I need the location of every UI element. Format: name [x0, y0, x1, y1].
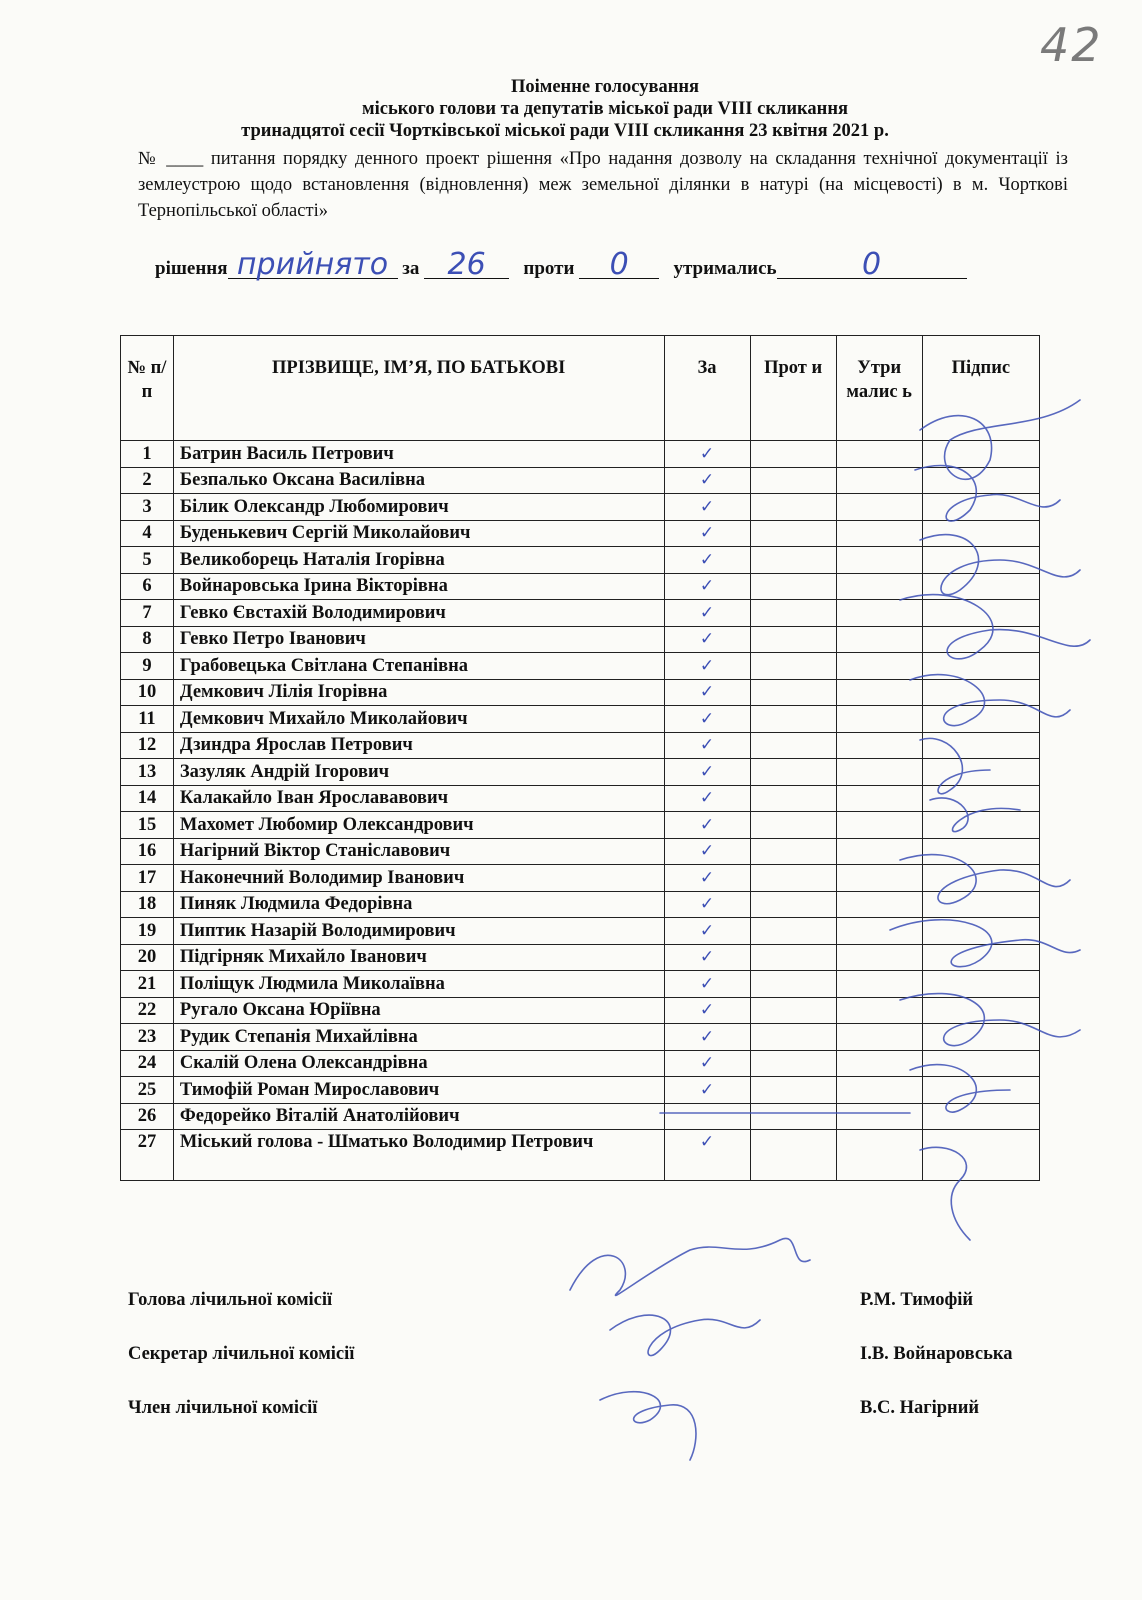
vote-against — [750, 944, 836, 971]
signature-cell — [922, 494, 1039, 521]
row-name: Безпалько Оксана Василівна — [173, 467, 664, 494]
row-number: 16 — [121, 838, 174, 865]
vote-for: ✓ — [664, 891, 750, 918]
vote-abstain — [836, 865, 922, 892]
row-name: Нагірний Віктор Станіславович — [173, 838, 664, 865]
vote-for: ✓ — [664, 573, 750, 600]
table-row — [121, 1050, 1040, 1077]
vote-for: ✓ — [664, 653, 750, 680]
row-name: Наконечний Володимир Іванович — [173, 865, 664, 892]
vote-for: ✓ — [664, 706, 750, 733]
vote-abstain — [836, 494, 922, 521]
vote-against — [750, 1130, 836, 1181]
signature-cell — [922, 918, 1039, 945]
signature-cell — [922, 838, 1039, 865]
row-name: Демкович Михайло Миколайович — [173, 706, 664, 733]
row-number: 8 — [121, 626, 174, 653]
col-abstain: Утри малис ь — [836, 336, 922, 441]
signature-cell — [922, 759, 1039, 786]
vote-abstain — [836, 971, 922, 998]
vote-for: ✓ — [664, 865, 750, 892]
row-name: Зазуляк Андрій Ігорович — [173, 759, 664, 786]
table-row — [121, 1103, 1040, 1130]
table-row — [121, 732, 1040, 759]
vote-against — [750, 547, 836, 574]
signature-cell — [922, 706, 1039, 733]
signature-cell — [922, 1077, 1039, 1104]
row-number: 2 — [121, 467, 174, 494]
vote-for: ✓ — [664, 600, 750, 627]
commission-role-1: Голова лічильної комісії — [128, 1290, 333, 1310]
row-name: Підгірняк Михайло Іванович — [173, 944, 664, 971]
table-row — [121, 653, 1040, 680]
vote-against — [750, 441, 836, 468]
row-number: 1 — [121, 441, 174, 468]
table-row — [121, 679, 1040, 706]
row-name: Батрин Василь Петрович — [173, 441, 664, 468]
vote-against — [750, 679, 836, 706]
vote-for: ✓ — [664, 838, 750, 865]
table-row — [121, 467, 1040, 494]
vote-against — [750, 1077, 836, 1104]
signature-cell — [922, 812, 1039, 839]
col-name: ПРІЗВИЩЕ, ІМ’Я, ПО БАТЬКОВІ — [173, 336, 664, 441]
table-row — [121, 759, 1040, 786]
row-name: Гевко Євстахій Володимирович — [173, 600, 664, 627]
vote-for: ✓ — [664, 944, 750, 971]
row-name: Махомет Любомир Олександрович — [173, 812, 664, 839]
vote-abstain — [836, 441, 922, 468]
page-number: 42 — [1040, 18, 1103, 72]
row-name: Демкович Лілія Ігорівна — [173, 679, 664, 706]
vote-for: ✓ — [664, 1130, 750, 1181]
vote-for: ✓ — [664, 1050, 750, 1077]
vote-for: ✓ — [664, 547, 750, 574]
session-line: тринадцятої сесії Чортківської міської ради VIII скликання 23 квітня 2021 р. — [241, 121, 889, 141]
vote-abstain — [836, 1050, 922, 1077]
row-number: 15 — [121, 812, 174, 839]
signature-cell — [922, 785, 1039, 812]
commission-signature-3 — [600, 1392, 696, 1460]
row-name: Скалій Олена Олександрівна — [173, 1050, 664, 1077]
signature-cell — [922, 1024, 1039, 1051]
signature-cell — [922, 944, 1039, 971]
vote-abstain — [836, 573, 922, 600]
vote-abstain — [836, 653, 922, 680]
signature-cell — [922, 653, 1039, 680]
signature-cell — [922, 547, 1039, 574]
vote-abstain — [836, 467, 922, 494]
vote-against — [750, 706, 836, 733]
signature-cell — [922, 626, 1039, 653]
table-row — [121, 971, 1040, 998]
col-for: За — [664, 336, 750, 441]
commission-name-2: І.В. Войнаровська — [860, 1344, 1013, 1364]
row-number: 17 — [121, 865, 174, 892]
vote-abstain — [836, 626, 922, 653]
signature-cell — [922, 732, 1039, 759]
row-name: Грабовецька Світлана Степанівна — [173, 653, 664, 680]
row-number: 6 — [121, 573, 174, 600]
row-number: 20 — [121, 944, 174, 971]
vote-for: ✓ — [664, 626, 750, 653]
commission-signature-2 — [610, 1315, 760, 1355]
row-number: 13 — [121, 759, 174, 786]
table-row — [121, 706, 1040, 733]
row-name: Білик Олександр Любомирович — [173, 494, 664, 521]
signature-cell — [922, 467, 1039, 494]
vote-abstain — [836, 997, 922, 1024]
table-header-row — [121, 336, 1040, 441]
decision-label: рішення — [155, 258, 228, 279]
row-name: Тимофій Роман Мирославович — [173, 1077, 664, 1104]
row-number: 5 — [121, 547, 174, 574]
vote-for: ✓ — [664, 732, 750, 759]
vote-against — [750, 865, 836, 892]
vote-against — [750, 997, 836, 1024]
vote-against — [750, 653, 836, 680]
table-row — [121, 1130, 1040, 1181]
table-row — [121, 944, 1040, 971]
row-name: Міський голова - Шматько Володимир Петрович — [173, 1130, 664, 1181]
commission-name-1: Р.М. Тимофій — [860, 1290, 974, 1310]
commission-signature-1 — [570, 1238, 810, 1295]
row-number: 10 — [121, 679, 174, 706]
vote-against — [750, 838, 836, 865]
against-label: проти — [523, 258, 575, 279]
vote-for: ✓ — [664, 812, 750, 839]
row-name: Войнаровська Ірина Вікторівна — [173, 573, 664, 600]
row-number: 18 — [121, 891, 174, 918]
vote-against — [750, 918, 836, 945]
vote-against — [750, 759, 836, 786]
vote-against — [750, 971, 836, 998]
vote-for: ✓ — [664, 971, 750, 998]
vote-for: ✓ — [664, 997, 750, 1024]
signature-cell — [922, 573, 1039, 600]
table-row — [121, 865, 1040, 892]
row-number: 22 — [121, 997, 174, 1024]
vote-for: ✓ — [664, 494, 750, 521]
row-number: 7 — [121, 600, 174, 627]
vote-abstain — [836, 944, 922, 971]
signature-cell — [922, 971, 1039, 998]
commission-role-2: Секретар лічильної комісії — [128, 1344, 355, 1364]
vote-for: ✓ — [664, 520, 750, 547]
row-number: 9 — [121, 653, 174, 680]
row-number: 26 — [121, 1103, 174, 1130]
vote-against — [750, 600, 836, 627]
signature-cell — [922, 1103, 1039, 1130]
vote-against — [750, 1103, 836, 1130]
table-row — [121, 918, 1040, 945]
table-row — [121, 441, 1040, 468]
vote-abstain — [836, 838, 922, 865]
vote-for: ✓ — [664, 1077, 750, 1104]
col-signature: Підпис — [922, 336, 1039, 441]
roll-call-table — [120, 335, 1040, 1181]
vote-abstain — [836, 759, 922, 786]
row-number: 24 — [121, 1050, 174, 1077]
row-name: Федорейко Віталій Анатолійович — [173, 1103, 664, 1130]
vote-for: ✓ — [664, 785, 750, 812]
table-row — [121, 891, 1040, 918]
abstain-label: утримались — [673, 258, 777, 279]
signature-cell — [922, 679, 1039, 706]
row-number: 23 — [121, 1024, 174, 1051]
row-name: Поліщук Людмила Миколаївна — [173, 971, 664, 998]
vote-against — [750, 891, 836, 918]
against-value: 0 — [579, 252, 659, 279]
table-row — [121, 785, 1040, 812]
vote-against — [750, 494, 836, 521]
table-row — [121, 494, 1040, 521]
vote-abstain — [836, 812, 922, 839]
signature-cell — [922, 891, 1039, 918]
decision-summary — [155, 247, 1055, 282]
row-name: Рудик Степанія Михайлівна — [173, 1024, 664, 1051]
vote-against — [750, 812, 836, 839]
vote-abstain — [836, 1130, 922, 1181]
vote-for: ✓ — [664, 441, 750, 468]
row-name: Пиняк Людмила Федорівна — [173, 891, 664, 918]
table-row — [121, 1077, 1040, 1104]
signature-cell — [922, 520, 1039, 547]
table-row — [121, 573, 1040, 600]
row-number: 3 — [121, 494, 174, 521]
col-number: № п/п — [121, 336, 174, 441]
doc-subtitle: міського голови та депутатів міської ради VIII скликання — [362, 99, 848, 119]
vote-abstain — [836, 547, 922, 574]
signature-cell — [922, 600, 1039, 627]
vote-for: ✓ — [664, 918, 750, 945]
vote-against — [750, 785, 836, 812]
row-number: 27 — [121, 1130, 174, 1181]
table-row — [121, 626, 1040, 653]
vote-against — [750, 1024, 836, 1051]
row-number: 19 — [121, 918, 174, 945]
vote-abstain — [836, 918, 922, 945]
table-row — [121, 520, 1040, 547]
row-number: 12 — [121, 732, 174, 759]
signature-cell — [922, 1050, 1039, 1077]
vote-abstain — [836, 600, 922, 627]
table-row — [121, 600, 1040, 627]
table-row — [121, 838, 1040, 865]
vote-abstain — [836, 891, 922, 918]
signature-cell — [922, 1130, 1039, 1181]
row-name: Калакайло Іван Ярослававович — [173, 785, 664, 812]
signature-cell — [922, 865, 1039, 892]
table-row — [121, 812, 1040, 839]
vote-abstain — [836, 1103, 922, 1130]
vote-against — [750, 626, 836, 653]
vote-for: ✓ — [664, 467, 750, 494]
decision-value: прийнято — [228, 252, 398, 279]
table-row — [121, 997, 1040, 1024]
row-number: 4 — [121, 520, 174, 547]
doc-title: Поіменне голосування — [510, 77, 700, 97]
vote-abstain — [836, 520, 922, 547]
row-number: 25 — [121, 1077, 174, 1104]
vote-for: ✓ — [664, 679, 750, 706]
for-value: 26 — [424, 252, 509, 279]
signature-cell — [922, 997, 1039, 1024]
vote-abstain — [836, 785, 922, 812]
vote-abstain — [836, 732, 922, 759]
vote-abstain — [836, 706, 922, 733]
row-name: Буденькевич Сергій Миколайович — [173, 520, 664, 547]
vote-for — [664, 1103, 750, 1130]
vote-against — [750, 1050, 836, 1077]
signature-cell — [922, 441, 1039, 468]
row-name: Пиптик Назарій Володимирович — [173, 918, 664, 945]
vote-against — [750, 520, 836, 547]
vote-against — [750, 732, 836, 759]
row-name: Великоборець Наталія Ігорівна — [173, 547, 664, 574]
row-name: Ругало Оксана Юріївна — [173, 997, 664, 1024]
commission-name-3: В.С. Нагірний — [860, 1398, 980, 1418]
vote-against — [750, 467, 836, 494]
table-row — [121, 1024, 1040, 1051]
col-against: Прот и — [750, 336, 836, 441]
for-label: за — [402, 258, 420, 279]
vote-abstain — [836, 1024, 922, 1051]
agenda-issue: № ____ питання порядку денного проект рішення «Про надання дозволу на складання технічної документації із землеустрою щодо встановлення (відновлення) меж земельної ділянки в натурі (на місцевості) в м. Чорткові Тернопільської області» — [138, 149, 1068, 221]
vote-abstain — [836, 679, 922, 706]
vote-against — [750, 573, 836, 600]
row-number: 11 — [121, 706, 174, 733]
row-name: Дзиндра Ярослав Петрович — [173, 732, 664, 759]
row-number: 14 — [121, 785, 174, 812]
commission-role-3: Член лічильної комісії — [128, 1398, 318, 1418]
vote-abstain — [836, 1077, 922, 1104]
vote-for: ✓ — [664, 759, 750, 786]
vote-for: ✓ — [664, 1024, 750, 1051]
table-row — [121, 547, 1040, 574]
row-name: Гевко Петро Іванович — [173, 626, 664, 653]
row-number: 21 — [121, 971, 174, 998]
abstain-value: 0 — [777, 252, 967, 279]
